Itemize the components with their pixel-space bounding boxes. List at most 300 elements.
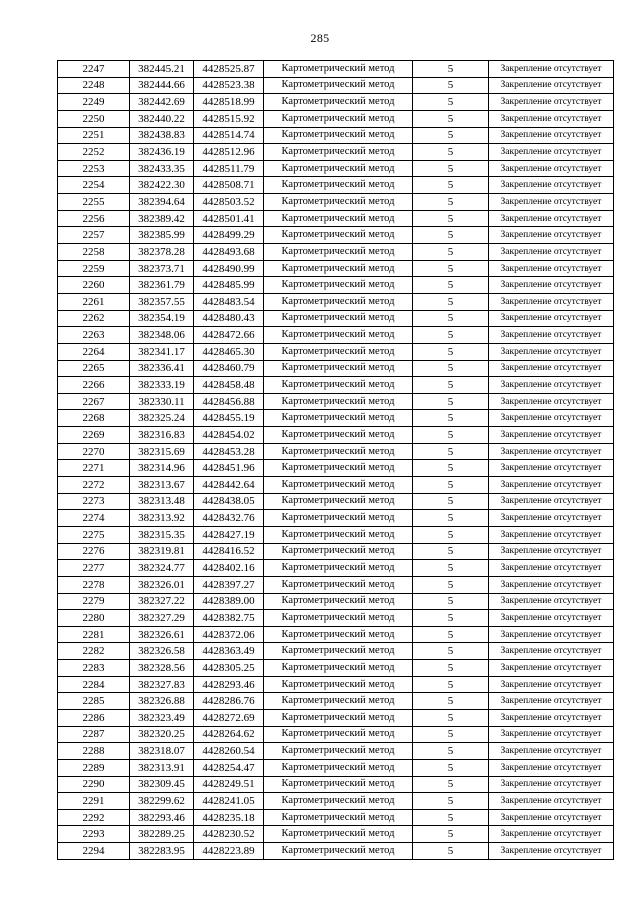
method-cell: Картометрический метод	[264, 776, 413, 793]
point-number-cell: 2270	[58, 443, 130, 460]
method-cell: Картометрический метод	[264, 610, 413, 627]
point-number-cell: 2263	[58, 327, 130, 344]
fixation-cell: Закрепление отсутствует	[489, 443, 614, 460]
accuracy-cell: 5	[413, 510, 489, 527]
x-coordinate-cell: 382373.71	[130, 260, 194, 277]
table-row	[58, 61, 614, 78]
x-coordinate-cell: 382389.42	[130, 210, 194, 227]
table-row	[58, 593, 614, 610]
fixation-cell: Закрепление отсутствует	[489, 543, 614, 560]
y-coordinate-cell: 4428523.38	[194, 77, 264, 94]
y-coordinate-cell: 4428453.28	[194, 443, 264, 460]
fixation-cell: Закрепление отсутствует	[489, 826, 614, 843]
accuracy-cell: 5	[413, 576, 489, 593]
fixation-cell: Закрепление отсутствует	[489, 693, 614, 710]
method-cell: Картометрический метод	[264, 843, 413, 860]
accuracy-cell: 5	[413, 144, 489, 161]
accuracy-cell: 5	[413, 160, 489, 177]
fixation-cell: Закрепление отсутствует	[489, 127, 614, 144]
y-coordinate-cell: 4428508.71	[194, 177, 264, 194]
x-coordinate-cell: 382327.29	[130, 610, 194, 627]
fixation-cell: Закрепление отсутствует	[489, 244, 614, 261]
method-cell: Картометрический метод	[264, 393, 413, 410]
accuracy-cell: 5	[413, 94, 489, 111]
y-coordinate-cell: 4428382.75	[194, 610, 264, 627]
method-cell: Картометрический метод	[264, 493, 413, 510]
point-number-cell: 2292	[58, 809, 130, 826]
fixation-cell: Закрепление отсутствует	[489, 576, 614, 593]
x-coordinate-cell: 382440.22	[130, 110, 194, 127]
fixation-cell: Закрепление отсутствует	[489, 377, 614, 394]
accuracy-cell: 5	[413, 343, 489, 360]
method-cell: Картометрический метод	[264, 160, 413, 177]
method-cell: Картометрический метод	[264, 61, 413, 78]
x-coordinate-cell: 382433.35	[130, 160, 194, 177]
point-number-cell: 2252	[58, 144, 130, 161]
accuracy-cell: 5	[413, 244, 489, 261]
x-coordinate-cell: 382293.46	[130, 809, 194, 826]
x-coordinate-cell: 382326.61	[130, 626, 194, 643]
point-number-cell: 2285	[58, 693, 130, 710]
fixation-cell: Закрепление отсутствует	[489, 759, 614, 776]
x-coordinate-cell: 382385.99	[130, 227, 194, 244]
accuracy-cell: 5	[413, 260, 489, 277]
table-row	[58, 793, 614, 810]
fixation-cell: Закрепление отсутствует	[489, 676, 614, 693]
table-row	[58, 809, 614, 826]
table-row	[58, 293, 614, 310]
point-number-cell: 2262	[58, 310, 130, 327]
accuracy-cell: 5	[413, 709, 489, 726]
y-coordinate-cell: 4428272.69	[194, 709, 264, 726]
fixation-cell: Закрепление отсутствует	[489, 460, 614, 477]
point-number-cell: 2284	[58, 676, 130, 693]
point-number-cell: 2248	[58, 77, 130, 94]
method-cell: Картометрический метод	[264, 144, 413, 161]
y-coordinate-cell: 4428485.99	[194, 277, 264, 294]
y-coordinate-cell: 4428286.76	[194, 693, 264, 710]
point-number-cell: 2247	[58, 61, 130, 78]
fixation-cell: Закрепление отсутствует	[489, 510, 614, 527]
x-coordinate-cell: 382444.66	[130, 77, 194, 94]
method-cell: Картометрический метод	[264, 310, 413, 327]
fixation-cell: Закрепление отсутствует	[489, 293, 614, 310]
accuracy-cell: 5	[413, 610, 489, 627]
table-row	[58, 77, 614, 94]
x-coordinate-cell: 382309.45	[130, 776, 194, 793]
accuracy-cell: 5	[413, 493, 489, 510]
point-number-cell: 2259	[58, 260, 130, 277]
y-coordinate-cell: 4428260.54	[194, 743, 264, 760]
y-coordinate-cell: 4428230.52	[194, 826, 264, 843]
accuracy-cell: 5	[413, 759, 489, 776]
fixation-cell: Закрепление отсутствует	[489, 61, 614, 78]
table-row	[58, 759, 614, 776]
fixation-cell: Закрепление отсутствует	[489, 110, 614, 127]
x-coordinate-cell: 382316.83	[130, 427, 194, 444]
table-row	[58, 427, 614, 444]
point-number-cell: 2255	[58, 194, 130, 211]
x-coordinate-cell: 382289.25	[130, 826, 194, 843]
table-row	[58, 377, 614, 394]
accuracy-cell: 5	[413, 776, 489, 793]
method-cell: Картометрический метод	[264, 477, 413, 494]
table-row	[58, 127, 614, 144]
fixation-cell: Закрепление отсутствует	[489, 660, 614, 677]
table-row	[58, 510, 614, 527]
method-cell: Картометрический метод	[264, 626, 413, 643]
fixation-cell: Закрепление отсутствует	[489, 177, 614, 194]
accuracy-cell: 5	[413, 61, 489, 78]
accuracy-cell: 5	[413, 843, 489, 860]
point-number-cell: 2294	[58, 843, 130, 860]
y-coordinate-cell: 4428249.51	[194, 776, 264, 793]
fixation-cell: Закрепление отсутствует	[489, 277, 614, 294]
y-coordinate-cell: 4428503.52	[194, 194, 264, 211]
point-number-cell: 2261	[58, 293, 130, 310]
x-coordinate-cell: 382326.01	[130, 576, 194, 593]
method-cell: Картометрический метод	[264, 343, 413, 360]
table-row	[58, 327, 614, 344]
point-number-cell: 2290	[58, 776, 130, 793]
point-number-cell: 2265	[58, 360, 130, 377]
point-number-cell: 2282	[58, 643, 130, 660]
method-cell: Картометрический метод	[264, 177, 413, 194]
point-number-cell: 2276	[58, 543, 130, 560]
y-coordinate-cell: 4428454.02	[194, 427, 264, 444]
method-cell: Картометрический метод	[264, 127, 413, 144]
method-cell: Картометрический метод	[264, 793, 413, 810]
table-row	[58, 443, 614, 460]
table-row	[58, 493, 614, 510]
x-coordinate-cell: 382299.62	[130, 793, 194, 810]
x-coordinate-cell: 382323.49	[130, 709, 194, 726]
y-coordinate-cell: 4428514.74	[194, 127, 264, 144]
y-coordinate-cell: 4428511.79	[194, 160, 264, 177]
table-row	[58, 260, 614, 277]
fixation-cell: Закрепление отсутствует	[489, 776, 614, 793]
fixation-cell: Закрепление отсутствует	[489, 160, 614, 177]
fixation-cell: Закрепление отсутствует	[489, 843, 614, 860]
table-row	[58, 693, 614, 710]
table-row	[58, 826, 614, 843]
method-cell: Картометрический метод	[264, 410, 413, 427]
point-number-cell: 2249	[58, 94, 130, 111]
x-coordinate-cell: 382314.96	[130, 460, 194, 477]
fixation-cell: Закрепление отсутствует	[489, 260, 614, 277]
table-row	[58, 227, 614, 244]
accuracy-cell: 5	[413, 310, 489, 327]
y-coordinate-cell: 4428293.46	[194, 676, 264, 693]
method-cell: Картометрический метод	[264, 510, 413, 527]
table-row	[58, 277, 614, 294]
fixation-cell: Закрепление отсутствует	[489, 726, 614, 743]
point-number-cell: 2286	[58, 709, 130, 726]
x-coordinate-cell: 382442.69	[130, 94, 194, 111]
table-row	[58, 177, 614, 194]
accuracy-cell: 5	[413, 593, 489, 610]
accuracy-cell: 5	[413, 460, 489, 477]
accuracy-cell: 5	[413, 127, 489, 144]
y-coordinate-cell: 4428416.52	[194, 543, 264, 560]
y-coordinate-cell: 4428512.96	[194, 144, 264, 161]
point-number-cell: 2271	[58, 460, 130, 477]
y-coordinate-cell: 4428389.00	[194, 593, 264, 610]
point-number-cell: 2275	[58, 526, 130, 543]
method-cell: Картометрический метод	[264, 743, 413, 760]
table-row	[58, 610, 614, 627]
table-row	[58, 144, 614, 161]
y-coordinate-cell: 4428223.89	[194, 843, 264, 860]
point-number-cell: 2264	[58, 343, 130, 360]
method-cell: Картометрический метод	[264, 593, 413, 610]
point-number-cell: 2291	[58, 793, 130, 810]
fixation-cell: Закрепление отсутствует	[489, 526, 614, 543]
accuracy-cell: 5	[413, 660, 489, 677]
point-number-cell: 2267	[58, 393, 130, 410]
method-cell: Картометрический метод	[264, 110, 413, 127]
accuracy-cell: 5	[413, 693, 489, 710]
table-row	[58, 743, 614, 760]
y-coordinate-cell: 4428518.99	[194, 94, 264, 111]
accuracy-cell: 5	[413, 410, 489, 427]
table-row	[58, 110, 614, 127]
y-coordinate-cell: 4428480.43	[194, 310, 264, 327]
point-number-cell: 2288	[58, 743, 130, 760]
y-coordinate-cell: 4428458.48	[194, 377, 264, 394]
x-coordinate-cell: 382348.06	[130, 327, 194, 344]
y-coordinate-cell: 4428402.16	[194, 560, 264, 577]
x-coordinate-cell: 382315.69	[130, 443, 194, 460]
fixation-cell: Закрепление отсутствует	[489, 77, 614, 94]
x-coordinate-cell: 382361.79	[130, 277, 194, 294]
point-number-cell: 2250	[58, 110, 130, 127]
accuracy-cell: 5	[413, 277, 489, 294]
method-cell: Картометрический метод	[264, 210, 413, 227]
fixation-cell: Закрепление отсутствует	[489, 360, 614, 377]
accuracy-cell: 5	[413, 526, 489, 543]
y-coordinate-cell: 4428501.41	[194, 210, 264, 227]
method-cell: Картометрический метод	[264, 244, 413, 261]
fixation-cell: Закрепление отсутствует	[489, 427, 614, 444]
x-coordinate-cell: 382330.11	[130, 393, 194, 410]
y-coordinate-cell: 4428432.76	[194, 510, 264, 527]
point-number-cell: 2260	[58, 277, 130, 294]
table-row	[58, 460, 614, 477]
method-cell: Картометрический метод	[264, 377, 413, 394]
table-row	[58, 343, 614, 360]
method-cell: Картометрический метод	[264, 227, 413, 244]
method-cell: Картометрический метод	[264, 427, 413, 444]
page-number: 285	[310, 31, 330, 45]
fixation-cell: Закрепление отсутствует	[489, 144, 614, 161]
method-cell: Картометрический метод	[264, 693, 413, 710]
accuracy-cell: 5	[413, 77, 489, 94]
accuracy-cell: 5	[413, 327, 489, 344]
x-coordinate-cell: 382327.83	[130, 676, 194, 693]
accuracy-cell: 5	[413, 809, 489, 826]
accuracy-cell: 5	[413, 726, 489, 743]
accuracy-cell: 5	[413, 177, 489, 194]
accuracy-cell: 5	[413, 393, 489, 410]
x-coordinate-cell: 382341.17	[130, 343, 194, 360]
x-coordinate-cell: 382336.41	[130, 360, 194, 377]
fixation-cell: Закрепление отсутствует	[489, 343, 614, 360]
accuracy-cell: 5	[413, 560, 489, 577]
table-row	[58, 676, 614, 693]
point-number-cell: 2277	[58, 560, 130, 577]
x-coordinate-cell: 382378.28	[130, 244, 194, 261]
x-coordinate-cell: 382313.67	[130, 477, 194, 494]
x-coordinate-cell: 382436.19	[130, 144, 194, 161]
table-row	[58, 643, 614, 660]
method-cell: Картометрический метод	[264, 94, 413, 111]
x-coordinate-cell: 382325.24	[130, 410, 194, 427]
x-coordinate-cell: 382313.91	[130, 759, 194, 776]
point-number-cell: 2251	[58, 127, 130, 144]
method-cell: Картометрический метод	[264, 360, 413, 377]
table-row	[58, 526, 614, 543]
fixation-cell: Закрепление отсутствует	[489, 610, 614, 627]
accuracy-cell: 5	[413, 793, 489, 810]
fixation-cell: Закрепление отсутствует	[489, 227, 614, 244]
fixation-cell: Закрепление отсутствует	[489, 793, 614, 810]
point-number-cell: 2280	[58, 610, 130, 627]
table-row	[58, 477, 614, 494]
method-cell: Картометрический метод	[264, 759, 413, 776]
point-number-cell: 2254	[58, 177, 130, 194]
x-coordinate-cell: 382319.81	[130, 543, 194, 560]
table-row	[58, 410, 614, 427]
method-cell: Картометрический метод	[264, 543, 413, 560]
point-number-cell: 2269	[58, 427, 130, 444]
accuracy-cell: 5	[413, 360, 489, 377]
fixation-cell: Закрепление отсутствует	[489, 809, 614, 826]
fixation-cell: Закрепление отсутствует	[489, 210, 614, 227]
y-coordinate-cell: 4428493.68	[194, 244, 264, 261]
method-cell: Картометрический метод	[264, 260, 413, 277]
point-number-cell: 2279	[58, 593, 130, 610]
y-coordinate-cell: 4428264.62	[194, 726, 264, 743]
table-row	[58, 776, 614, 793]
fixation-cell: Закрепление отсутствует	[489, 310, 614, 327]
x-coordinate-cell: 382324.77	[130, 560, 194, 577]
point-number-cell: 2281	[58, 626, 130, 643]
fixation-cell: Закрепление отсутствует	[489, 477, 614, 494]
point-number-cell: 2287	[58, 726, 130, 743]
point-number-cell: 2266	[58, 377, 130, 394]
y-coordinate-cell: 4428451.96	[194, 460, 264, 477]
point-number-cell: 2256	[58, 210, 130, 227]
accuracy-cell: 5	[413, 826, 489, 843]
point-number-cell: 2253	[58, 160, 130, 177]
y-coordinate-cell: 4428372.06	[194, 626, 264, 643]
table-row	[58, 543, 614, 560]
accuracy-cell: 5	[413, 427, 489, 444]
y-coordinate-cell: 4428460.79	[194, 360, 264, 377]
accuracy-cell: 5	[413, 210, 489, 227]
method-cell: Картометрический метод	[264, 560, 413, 577]
method-cell: Картометрический метод	[264, 809, 413, 826]
y-coordinate-cell: 4428455.19	[194, 410, 264, 427]
point-number-cell: 2268	[58, 410, 130, 427]
method-cell: Картометрический метод	[264, 576, 413, 593]
point-number-cell: 2258	[58, 244, 130, 261]
x-coordinate-cell: 382445.21	[130, 61, 194, 78]
method-cell: Картометрический метод	[264, 327, 413, 344]
point-number-cell: 2293	[58, 826, 130, 843]
y-coordinate-cell: 4428397.27	[194, 576, 264, 593]
x-coordinate-cell: 382326.88	[130, 693, 194, 710]
table-row	[58, 393, 614, 410]
table-row	[58, 160, 614, 177]
y-coordinate-cell: 4428235.18	[194, 809, 264, 826]
fixation-cell: Закрепление отсутствует	[489, 493, 614, 510]
accuracy-cell: 5	[413, 194, 489, 211]
accuracy-cell: 5	[413, 377, 489, 394]
accuracy-cell: 5	[413, 626, 489, 643]
y-coordinate-cell: 4428525.87	[194, 61, 264, 78]
point-number-cell: 2274	[58, 510, 130, 527]
y-coordinate-cell: 4428442.64	[194, 477, 264, 494]
table-row	[58, 194, 614, 211]
y-coordinate-cell: 4428472.66	[194, 327, 264, 344]
fixation-cell: Закрепление отсутствует	[489, 327, 614, 344]
y-coordinate-cell: 4428456.88	[194, 393, 264, 410]
accuracy-cell: 5	[413, 643, 489, 660]
fixation-cell: Закрепление отсутствует	[489, 643, 614, 660]
x-coordinate-cell: 382328.56	[130, 660, 194, 677]
point-number-cell: 2273	[58, 493, 130, 510]
x-coordinate-cell: 382313.48	[130, 493, 194, 510]
method-cell: Картометрический метод	[264, 709, 413, 726]
table-row	[58, 726, 614, 743]
x-coordinate-cell: 382357.55	[130, 293, 194, 310]
point-number-cell: 2278	[58, 576, 130, 593]
point-number-cell: 2289	[58, 759, 130, 776]
method-cell: Картометрический метод	[264, 460, 413, 477]
x-coordinate-cell: 382422.30	[130, 177, 194, 194]
method-cell: Картометрический метод	[264, 676, 413, 693]
table-row	[58, 360, 614, 377]
point-number-cell: 2272	[58, 477, 130, 494]
y-coordinate-cell: 4428438.05	[194, 493, 264, 510]
table-row	[58, 626, 614, 643]
accuracy-cell: 5	[413, 743, 489, 760]
y-coordinate-cell: 4428254.47	[194, 759, 264, 776]
fixation-cell: Закрепление отсутствует	[489, 593, 614, 610]
x-coordinate-cell: 382326.58	[130, 643, 194, 660]
fixation-cell: Закрепление отсутствует	[489, 626, 614, 643]
table-row	[58, 660, 614, 677]
point-number-cell: 2257	[58, 227, 130, 244]
method-cell: Картометрический метод	[264, 526, 413, 543]
accuracy-cell: 5	[413, 293, 489, 310]
y-coordinate-cell: 4428363.49	[194, 643, 264, 660]
x-coordinate-cell: 382438.83	[130, 127, 194, 144]
method-cell: Картометрический метод	[264, 643, 413, 660]
method-cell: Картометрический метод	[264, 826, 413, 843]
method-cell: Картометрический метод	[264, 77, 413, 94]
table-row	[58, 310, 614, 327]
coordinates-table	[57, 60, 614, 860]
accuracy-cell: 5	[413, 110, 489, 127]
method-cell: Картометрический метод	[264, 660, 413, 677]
table-row	[58, 244, 614, 261]
y-coordinate-cell: 4428515.92	[194, 110, 264, 127]
method-cell: Картометрический метод	[264, 443, 413, 460]
method-cell: Картометрический метод	[264, 277, 413, 294]
